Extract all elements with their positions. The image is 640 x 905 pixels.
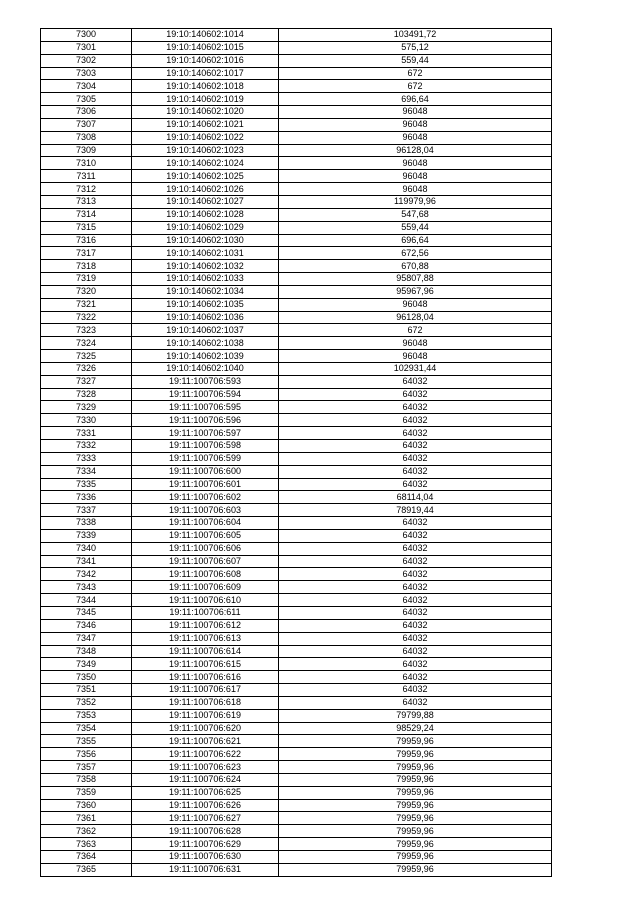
value-cell: 79959,96 [279,851,552,864]
row-number-cell: 7323 [41,324,132,337]
table-row [41,863,552,876]
table-row [41,619,552,632]
value-cell: 559,44 [279,54,552,67]
cadastral-number-cell: 19:11:100706:631 [132,863,279,876]
value-cell: 696,64 [279,234,552,247]
cadastral-number-cell: 19:10:140602:1020 [132,106,279,119]
value-cell: 64032 [279,478,552,491]
cadastral-number-cell: 19:11:100706:604 [132,517,279,530]
value-cell: 64032 [279,542,552,555]
value-cell: 79799,88 [279,709,552,722]
table-row [41,542,552,555]
value-cell: 64032 [279,517,552,530]
cadastral-number-cell: 19:11:100706:597 [132,427,279,440]
row-number-cell: 7307 [41,118,132,131]
cadastral-number-cell: 19:11:100706:610 [132,594,279,607]
row-number-cell: 7358 [41,773,132,786]
value-cell: 64032 [279,414,552,427]
row-number-cell: 7356 [41,748,132,761]
value-cell: 64032 [279,465,552,478]
value-cell: 64032 [279,427,552,440]
value-cell: 672 [279,67,552,80]
row-number-cell: 7347 [41,632,132,645]
table-row [41,696,552,709]
row-number-cell: 7301 [41,41,132,54]
row-number-cell: 7308 [41,131,132,144]
value-cell: 96048 [279,131,552,144]
table-row [41,285,552,298]
cadastral-number-cell: 19:10:140602:1032 [132,260,279,273]
table-row [41,722,552,735]
cadastral-number-cell: 19:11:100706:616 [132,671,279,684]
value-cell: 96048 [279,298,552,311]
row-number-cell: 7360 [41,799,132,812]
cadastral-number-cell: 19:10:140602:1040 [132,362,279,375]
cadastral-number-cell: 19:11:100706:599 [132,452,279,465]
row-number-cell: 7325 [41,350,132,363]
row-number-cell: 7342 [41,568,132,581]
row-number-cell: 7350 [41,671,132,684]
row-number-cell: 7353 [41,709,132,722]
table-row [41,67,552,80]
cadastral-number-cell: 19:10:140602:1031 [132,247,279,260]
value-cell: 64032 [279,632,552,645]
cadastral-number-cell: 19:10:140602:1036 [132,311,279,324]
cadastral-number-cell: 19:11:100706:600 [132,465,279,478]
row-number-cell: 7334 [41,465,132,478]
table-row [41,388,552,401]
row-number-cell: 7361 [41,812,132,825]
table-row [41,452,552,465]
row-number-cell: 7335 [41,478,132,491]
row-number-cell: 7332 [41,440,132,453]
value-cell: 119979,96 [279,195,552,208]
value-cell: 96048 [279,183,552,196]
table-row [41,851,552,864]
cadastral-number-cell: 19:11:100706:605 [132,529,279,542]
table-row [41,350,552,363]
value-cell: 64032 [279,401,552,414]
cadastral-number-cell: 19:11:100706:609 [132,581,279,594]
row-number-cell: 7362 [41,825,132,838]
cadastral-number-cell: 19:11:100706:628 [132,825,279,838]
cadastral-number-cell: 19:11:100706:618 [132,696,279,709]
cadastral-number-cell: 19:11:100706:627 [132,812,279,825]
table-row [41,118,552,131]
value-cell: 95967,96 [279,285,552,298]
row-number-cell: 7327 [41,375,132,388]
cadastral-number-cell: 19:11:100706:630 [132,851,279,864]
row-number-cell: 7314 [41,208,132,221]
table-row [41,632,552,645]
row-number-cell: 7329 [41,401,132,414]
table-row [41,208,552,221]
value-cell: 64032 [279,375,552,388]
value-cell: 103491,72 [279,29,552,42]
row-number-cell: 7321 [41,298,132,311]
row-number-cell: 7326 [41,362,132,375]
table-row [41,786,552,799]
table-row [41,465,552,478]
value-cell: 64032 [279,452,552,465]
table-row [41,555,552,568]
row-number-cell: 7348 [41,645,132,658]
table-row [41,80,552,93]
table-row [41,131,552,144]
table-row [41,183,552,196]
cadastral-number-cell: 19:11:100706:623 [132,761,279,774]
cadastral-number-cell: 19:11:100706:614 [132,645,279,658]
table-row [41,658,552,671]
cadastral-number-cell: 19:11:100706:617 [132,684,279,697]
table-row [41,273,552,286]
cadastral-number-cell: 19:11:100706:619 [132,709,279,722]
table-row [41,838,552,851]
row-number-cell: 7359 [41,786,132,799]
table-row [41,709,552,722]
value-cell: 672 [279,80,552,93]
row-number-cell: 7304 [41,80,132,93]
cadastral-number-cell: 19:11:100706:613 [132,632,279,645]
cadastral-number-cell: 19:11:100706:626 [132,799,279,812]
row-number-cell: 7328 [41,388,132,401]
row-number-cell: 7349 [41,658,132,671]
value-cell: 559,44 [279,221,552,234]
value-cell: 696,64 [279,93,552,106]
table-row [41,144,552,157]
table-row [41,247,552,260]
cadastral-number-cell: 19:10:140602:1016 [132,54,279,67]
cadastral-number-cell: 19:10:140602:1022 [132,131,279,144]
cadastral-number-cell: 19:11:100706:596 [132,414,279,427]
table-row [41,671,552,684]
cadastral-number-cell: 19:10:140602:1035 [132,298,279,311]
table-row [41,414,552,427]
cadastral-number-cell: 19:11:100706:624 [132,773,279,786]
cadastral-number-cell: 19:10:140602:1026 [132,183,279,196]
table-row [41,54,552,67]
row-number-cell: 7310 [41,157,132,170]
value-cell: 79959,96 [279,735,552,748]
value-cell: 64032 [279,696,552,709]
value-cell: 79959,96 [279,799,552,812]
cadastral-number-cell: 19:10:140602:1019 [132,93,279,106]
table-row [41,568,552,581]
row-number-cell: 7300 [41,29,132,42]
row-number-cell: 7305 [41,93,132,106]
value-cell: 64032 [279,555,552,568]
value-cell: 102931,44 [279,362,552,375]
value-cell: 64032 [279,388,552,401]
value-cell: 98529,24 [279,722,552,735]
value-cell: 79959,96 [279,863,552,876]
table-row [41,427,552,440]
row-number-cell: 7302 [41,54,132,67]
cadastral-number-cell: 19:10:140602:1017 [132,67,279,80]
table-body [41,29,552,877]
table-row [41,221,552,234]
table-row [41,362,552,375]
row-number-cell: 7316 [41,234,132,247]
row-number-cell: 7318 [41,260,132,273]
table-row [41,401,552,414]
value-cell: 79959,96 [279,761,552,774]
data-table [40,28,552,877]
cadastral-number-cell: 19:10:140602:1038 [132,337,279,350]
value-cell: 64032 [279,684,552,697]
cadastral-number-cell: 19:11:100706:622 [132,748,279,761]
table-row [41,106,552,119]
cadastral-number-cell: 19:10:140602:1015 [132,41,279,54]
value-cell: 79959,96 [279,786,552,799]
table-row [41,825,552,838]
row-number-cell: 7354 [41,722,132,735]
row-number-cell: 7313 [41,195,132,208]
cadastral-number-cell: 19:10:140602:1021 [132,118,279,131]
table-row [41,684,552,697]
value-cell: 79959,96 [279,812,552,825]
value-cell: 670,88 [279,260,552,273]
value-cell: 96048 [279,157,552,170]
value-cell: 64032 [279,594,552,607]
value-cell: 64032 [279,619,552,632]
row-number-cell: 7331 [41,427,132,440]
value-cell: 672,56 [279,247,552,260]
value-cell: 96048 [279,106,552,119]
value-cell: 79959,96 [279,825,552,838]
table-row [41,324,552,337]
cadastral-number-cell: 19:11:100706:598 [132,440,279,453]
cadastral-number-cell: 19:11:100706:607 [132,555,279,568]
row-number-cell: 7312 [41,183,132,196]
row-number-cell: 7365 [41,863,132,876]
value-cell: 64032 [279,658,552,671]
row-number-cell: 7317 [41,247,132,260]
cadastral-number-cell: 19:10:140602:1028 [132,208,279,221]
table-row [41,606,552,619]
cadastral-number-cell: 19:10:140602:1023 [132,144,279,157]
cadastral-number-cell: 19:10:140602:1014 [132,29,279,42]
row-number-cell: 7340 [41,542,132,555]
row-number-cell: 7303 [41,67,132,80]
table-row [41,29,552,42]
row-number-cell: 7333 [41,452,132,465]
row-number-cell: 7330 [41,414,132,427]
cadastral-number-cell: 19:10:140602:1030 [132,234,279,247]
cadastral-number-cell: 19:11:100706:602 [132,491,279,504]
value-cell: 575,12 [279,41,552,54]
value-cell: 79959,96 [279,773,552,786]
table-row [41,799,552,812]
row-number-cell: 7345 [41,606,132,619]
table-row [41,504,552,517]
table-row [41,645,552,658]
table-row [41,298,552,311]
value-cell: 672 [279,324,552,337]
table-row [41,529,552,542]
value-cell: 96128,04 [279,144,552,157]
row-number-cell: 7337 [41,504,132,517]
table-row [41,375,552,388]
table-row [41,773,552,786]
table-row [41,581,552,594]
table-row [41,157,552,170]
value-cell: 64032 [279,645,552,658]
row-number-cell: 7346 [41,619,132,632]
value-cell: 96128,04 [279,311,552,324]
table-row [41,41,552,54]
row-number-cell: 7352 [41,696,132,709]
cadastral-number-cell: 19:10:140602:1033 [132,273,279,286]
value-cell: 64032 [279,581,552,594]
cadastral-number-cell: 19:11:100706:601 [132,478,279,491]
row-number-cell: 7319 [41,273,132,286]
table-row [41,735,552,748]
row-number-cell: 7355 [41,735,132,748]
cadastral-number-cell: 19:10:140602:1029 [132,221,279,234]
row-number-cell: 7363 [41,838,132,851]
cadastral-number-cell: 19:11:100706:620 [132,722,279,735]
value-cell: 96048 [279,350,552,363]
row-number-cell: 7339 [41,529,132,542]
cadastral-number-cell: 19:11:100706:603 [132,504,279,517]
cadastral-number-cell: 19:11:100706:595 [132,401,279,414]
cadastral-number-cell: 19:11:100706:608 [132,568,279,581]
table-row [41,195,552,208]
cadastral-number-cell: 19:11:100706:612 [132,619,279,632]
table-row [41,234,552,247]
cadastral-number-cell: 19:11:100706:625 [132,786,279,799]
table-row [41,93,552,106]
cadastral-number-cell: 19:10:140602:1024 [132,157,279,170]
cadastral-number-cell: 19:11:100706:629 [132,838,279,851]
table-row [41,260,552,273]
cadastral-number-cell: 19:10:140602:1034 [132,285,279,298]
value-cell: 79959,96 [279,838,552,851]
value-cell: 78919,44 [279,504,552,517]
table-row [41,594,552,607]
value-cell: 96048 [279,118,552,131]
cadastral-number-cell: 19:11:100706:615 [132,658,279,671]
row-number-cell: 7343 [41,581,132,594]
table-row [41,491,552,504]
cadastral-number-cell: 19:10:140602:1027 [132,195,279,208]
row-number-cell: 7357 [41,761,132,774]
cadastral-number-cell: 19:11:100706:594 [132,388,279,401]
cadastral-number-cell: 19:11:100706:621 [132,735,279,748]
row-number-cell: 7311 [41,170,132,183]
value-cell: 64032 [279,671,552,684]
value-cell: 96048 [279,337,552,350]
value-cell: 68114,04 [279,491,552,504]
table-row [41,761,552,774]
table-row [41,748,552,761]
table-row [41,517,552,530]
cadastral-number-cell: 19:11:100706:606 [132,542,279,555]
table-row [41,170,552,183]
value-cell: 95807,88 [279,273,552,286]
value-cell: 64032 [279,440,552,453]
row-number-cell: 7341 [41,555,132,568]
row-number-cell: 7336 [41,491,132,504]
row-number-cell: 7324 [41,337,132,350]
row-number-cell: 7338 [41,517,132,530]
table-row [41,337,552,350]
value-cell: 64032 [279,568,552,581]
row-number-cell: 7351 [41,684,132,697]
row-number-cell: 7320 [41,285,132,298]
cadastral-number-cell: 19:10:140602:1037 [132,324,279,337]
cadastral-number-cell: 19:10:140602:1025 [132,170,279,183]
value-cell: 79959,96 [279,748,552,761]
table-row [41,440,552,453]
value-cell: 547,68 [279,208,552,221]
row-number-cell: 7344 [41,594,132,607]
value-cell: 96048 [279,170,552,183]
cadastral-number-cell: 19:10:140602:1018 [132,80,279,93]
cadastral-number-cell: 19:11:100706:611 [132,606,279,619]
cadastral-number-cell: 19:10:140602:1039 [132,350,279,363]
cadastral-number-cell: 19:11:100706:593 [132,375,279,388]
value-cell: 64032 [279,606,552,619]
row-number-cell: 7306 [41,106,132,119]
row-number-cell: 7364 [41,851,132,864]
row-number-cell: 7309 [41,144,132,157]
row-number-cell: 7315 [41,221,132,234]
table-row [41,478,552,491]
value-cell: 64032 [279,529,552,542]
row-number-cell: 7322 [41,311,132,324]
table-row [41,812,552,825]
table-row [41,311,552,324]
